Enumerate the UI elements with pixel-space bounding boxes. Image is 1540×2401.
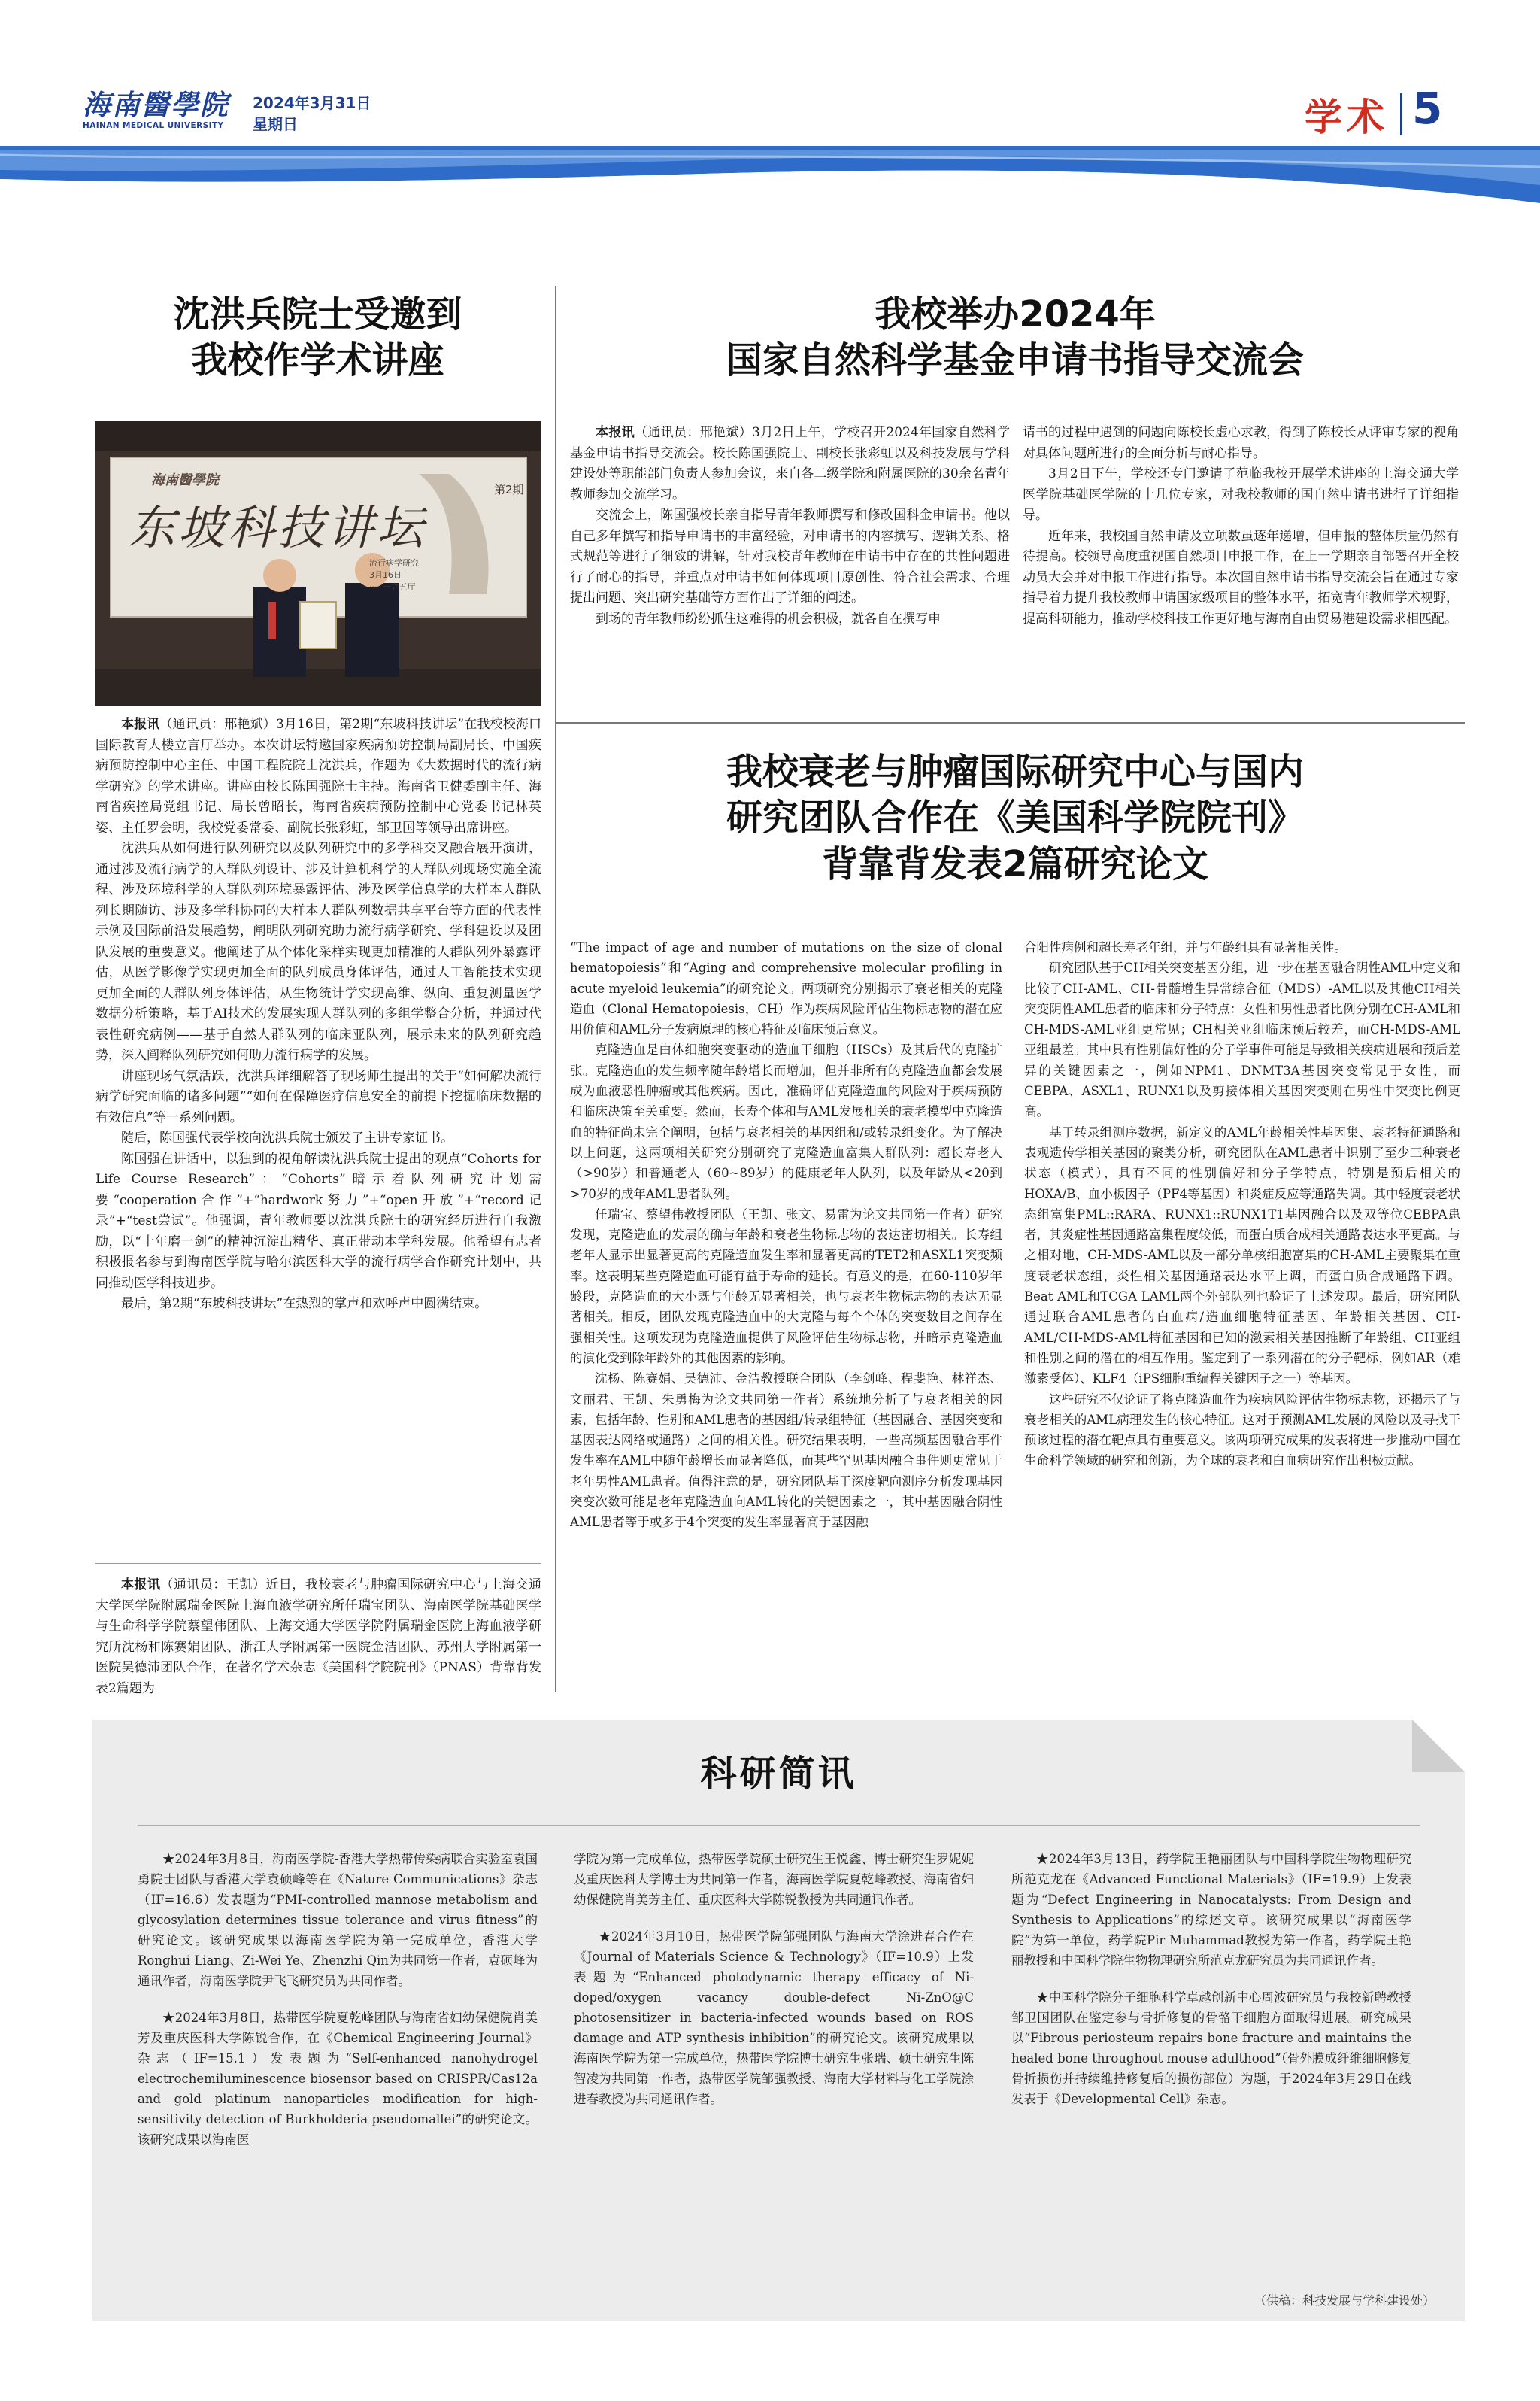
article2-title — [579, 292, 1451, 384]
article2-paragraph: 交流会上，陈国强校长亲自指导青年教师撰写和修改国科金申请书。他以自己多年撰写和指导申请书的丰富经验，对申请书的内容撰写、逻辑关系、格式规范等进行了细致的讲解，针对我校青年教师在申请书中存在的共性问题进行了耐心的指导，并重点对申请书如何体现项目原创性、符合社会需求、合理提出问题、突出研究基础等方面作出了详细的阐述。 — [570, 508, 1010, 606]
article3-title-line1: 我校衰老与肿瘤国际研究中心与国内 — [726, 751, 1304, 793]
photo-banner-date: 3月16日 — [369, 570, 402, 580]
photo-scene — [95, 421, 541, 706]
article2-paragraph: 到场的青年教师纷纷抓住这难得的机会积极，就各自在撰写申 — [596, 611, 941, 627]
article3-paragraph: 任瑞宝、蔡望伟教授团队（王凯、张文、易雷为论文共同第一作者）研究发现，克隆造血的发展的确与年龄和衰老生物标志物的表达密切相关。长寿组老年人显示出显著更高的克隆造血发生率和显著更高的TET2和ASXL1突变频率。这表明某些克隆造血可能有益于寿命的延长。有意义的是，在60-110岁年龄段，克隆造血的大小既与年龄无显著相关，也与衰老生物标志物的表达无显著相关。相反，团队发现克隆造血中的大克隆与每个个体的突变数目之间存在强相关性。这项发现为克隆造血提供了风险评估生物标志物，并暗示克隆造血的演化受到除年龄外的其他因素的影响。 — [570, 1207, 1002, 1365]
issue-weekday: 星期日 — [253, 115, 298, 133]
logo-english: HAINAN MEDICAL UNIVERSITY — [83, 121, 224, 130]
article2-paragraph: 近年来，我校国自然申请及立项数虽逐年递增，但申报的整体质量仍然有待提高。校领导高度重视国自然项目申报工作，在上一学期亲自部署召开全校动员大会并对申报工作进行指导。本次国自然申请书指导交流会旨在通过专家指导着力提升我校教师申请国家级项目的整体水平，拓宽青年教师学术视野，提高科研能力，推动学校科技工作更好地与海南自由贸易港建设需求相匹配。 — [1023, 528, 1459, 627]
page-number: 5 — [1412, 83, 1443, 134]
brief-item: ★2024年3月8日，热带医学院夏乾峰团队与海南省妇幼保健院肖美芳及重庆医科大学陈锐合作，在《Chemical Engineering Journal》杂志（IF=15.1）发表题为“Self-enhanced nanohydrogel electrochemiluminescence biosensor based on CRISPR/Cas12a and gold platinum nanoparticles modification for high-sensitivity detection of Burkholderia pseudomallei”的研究论文。该研究成果以海南医 — [138, 2011, 538, 2147]
brief-item: ★中国科学院分子细胞科学卓越创新中心周波研究员与我校新聘教授邹卫国团队在鉴定参与骨折修复的骨骼干细胞方面取得进展。研究成果以“Fibrous periosteum repairs bone fracture and maintains the healed bone throughout mouse adulthood”（骨外膜成纤维细胞修复骨折损伤并持续维持修复后的损伤部位）为题，于2024年3月29日在线发表于《Developmental Cell》杂志。 — [1011, 1990, 1411, 2106]
article1-photo — [95, 421, 541, 706]
article1-title-line2: 我校作学术讲座 — [191, 339, 444, 382]
article3-paragraph: 研究团队基于CH相关突变基因分组，进一步在基因融合阴性AML中定义和比较了CH-AML、CH-骨髓增生异常综合征（MDS）-AML以及其他CH相关突变阴性AML患者的临床和分子特点：女性和男性患者比例分别在CH-AML和CH-MDS-AML亚组更常见；CH相关亚组临床预后较差，而CH-MDS-AML亚组最差。其中具有性别偏好性的分子学事件可能是导致相关疾病进展和预后差异的关键因素之一，例如NPM1、DNMT3A基因突变常见于女性，而CEBPA、ASXL1、RUNX1以及剪接体相关基因突变则在男性中突变比例更高。 — [1024, 961, 1460, 1119]
article1-paragraph: 本报讯（通讯员：邢艳斌）3月16日，第2期“东坡科技讲坛”在我校校海口国际教育大楼立言厅举办。本次讲坛特邀国家疾病预防控制局副局长、中国疾病预防控制中心主任、中国工程院院士沈洪兵，作题为《大数据时代的流行病学研究》的学术讲座。讲座由校长陈国强院士主持。海南省卫健委副主任、海南省疾控局党组书记、局长曾昭长，海南省疾病预防控制中心党委书记林英姿、主任罗会明，我校党委常委、副院长张彩虹，邹卫国等领导出席讲座。 — [95, 717, 542, 836]
research-brief-col1 — [138, 1849, 538, 2166]
photo-banner-title: 东坡科技讲坛 — [129, 500, 427, 555]
article3-paragraph: 沈杨、陈赛娟、吴德沛、金洁教授联合团队（李剑峰、程斐艳、林祥杰、文丽君、王凯、朱勇梅为论文共同第一作者）系统地分析了与衰老相关的因素，包括年龄、性别和AML患者的基因组/转录组特征（基因融合、基因突变和基因表达网络或通路）之间的相关性。研究结果表明，一些高频基因融合事件发生率在AML中随年龄增长而显著降低，而某些罕见基因融合事件则更常见于老年男性AML患者。值得注意的是，研究团队基于深度靶向测序分析发现基因突变次数可能是老年克隆造血向AML转化的关键因素之一，其中基因融合阴性AML患者等于或多于4个突变的发生率显著高于基因融 — [570, 1371, 1002, 1530]
article1-paragraph: 陈国强在讲话中，以独到的视角解读沈洪兵院士提出的观点“Cohorts for Life Course Research”：“Cohorts”暗示着队列研究计划需要“cooperation合作”+“hardwork努力”+“open开放”+“record记录”+“test尝试”。他强调，青年教师要以沈洪兵院士的研究经历进行自我激励，以“十年磨一剑”的精神沉淀出精华、真正带动本学科发展。他希望有志者积极报名参与到海南医学院与哈尔滨医科大学的流行病学合作研究计划中，共同推动医学科技进步。 — [95, 1151, 541, 1291]
research-brief-col2 — [574, 1849, 974, 2126]
article1-paragraph: 随后，陈国强代表学校向沈洪兵院士颁发了主讲专家证书。 — [121, 1131, 453, 1146]
article3-intro — [95, 1575, 541, 1699]
article3-col2 — [1024, 937, 1460, 1471]
article2-title-line1: 我校举办2024年 — [875, 293, 1156, 335]
masthead — [0, 0, 1540, 211]
article1-paragraph: 讲座现场气氛活跃，沈洪兵详细解答了现场师生提出的关于“如何解决流行病学研究面临的诸多问题”“如何在保障医疗信息安全的前提下挖掘临床数据的有效信息”等一系列问题。 — [95, 1068, 541, 1125]
article2-col1 — [570, 423, 1010, 630]
photo-banner-sub: 流行病学研究 — [369, 558, 419, 568]
masthead-logo — [83, 89, 244, 135]
brief-item: 学院为第一完成单位，热带医学院硕士研究生王悦鑫、博士研究生罗妮妮及重庆医科大学博士为共同第一作者，海南医学院夏乾峰教授、海南省妇幼保健院肖美芳主任、重庆医科大学陈锐教授为共同通讯作者。 — [574, 1852, 974, 1907]
article1-body — [95, 715, 541, 1315]
section-label: 学术 — [1305, 96, 1389, 139]
photo-banner-logo: 海南醫學院 — [151, 472, 219, 488]
research-brief-title-rule — [138, 1825, 1420, 1826]
article1-title — [86, 292, 549, 384]
article2-bottom-rule — [556, 722, 1465, 724]
research-brief-title: 科研简讯 — [700, 1753, 857, 1795]
article1-bottom-rule — [95, 1563, 541, 1564]
article3-paragraph: “The impact of age and number of mutations on the size of clonal hematopoiesis”和“Aging and comprehensive molecular profiling in acute myeloid leukemia”的研究论文。两项研究分别揭示了衰老相关的克隆造血（Clonal Hematopoiesis，CH）作为疾病风险评估生物标志物的潜在应用价值和AML分子发病原理的核心特征及临床预后意义。 — [570, 940, 1002, 1037]
section-divider — [1400, 93, 1402, 135]
article1-title-line1: 沈洪兵院士受邀到 — [173, 293, 462, 335]
article3-paragraph: 这些研究不仅论证了将克隆造血作为疾病风险评估生物标志物，还揭示了与衰老相关的AML病理发生的核心特征。这对于预测AML发展的风险以及寻找干预该过程的潜在靶点具有重要意义。该两项研究成果的发表将进一步推动中国在生命科学领域的研究和创新，为全球的衰老和白血病研究作出积极贡献。 — [1024, 1392, 1460, 1468]
article1-paragraph: 沈洪兵从如何进行队列研究以及队列研究中的多学科交叉融合展开演讲，通过涉及流行病学的人群队列设计、涉及计算机科学的人群队列现场实施全流程、涉及环境科学的人群队列环境暴露评估、涉及医学信息学的大样本人群队列长期随访、涉及多学科协同的大样本人群队列数据共享平台等方面的代表性示例及国际前沿发展趋势，阐明队列研究助力流行病学研究、学科建设以及团队发展的重要意义。他阐述了从个体化采样实现更加精准的人群队列外暴露评估，从医学影像学实现更加全面的队列成员身体评估，通过人工智能技术实现更加全面的人群队列身体评估，从生物统计学实现高维、纵向、重复测量医学数据分析策略，基于AI技术的发展实现人群队列的多组学整合分析，并通过代表性研究病例——基于自然人群队列的临床亚队列，展示未来的队列研究趋势，深入阐释队列研究如何助力流行病学的发展。 — [95, 841, 541, 1063]
article2-paragraph: 本报讯（通讯员：邢艳斌）3月2日上午，学校召开2024年国家自然科学基金申请书指导交流会。校长陈国强院士、副校长张彩虹以及科技发展与学科建设处等职能部门负责人参加会议，来自各二级学院和附属医院的30余名青年教师参加交流学习。 — [570, 425, 1010, 502]
article3-intro-paragraph: 本报讯（通讯员：王凯）近日，我校衰老与肿瘤国际研究中心与上海交通大学医学院附属瑞金医院上海血液学研究所任瑞宝团队、海南医学院基础医学与生命科学学院蔡望伟团队、上海交通大学医学院附属瑞金医院上海血液学研究所沈杨和陈赛娟团队、浙江大学附属第一医院金洁团队、苏州大学附属第一医院吴德沛团队合作，在著名学术杂志《美国科学院院刊》（PNAS）背靠背发表2篇题为 — [95, 1577, 542, 1696]
article3-paragraph: 克隆造血是由体细胞突变驱动的造血干细胞（HSCs）及其后代的克隆扩张。克隆造血的发生频率随年龄增长而增加，但并非所有的克隆造血都会发展成为血液恶性肿瘤或其他疾病。因此，准确评估克隆造血的风险对于疾病预防和临床决策至关重要。然而，长寿个体和与AML发展相关的衰老模型中克隆造血的特征尚未完全阐明，包括与衰老相关的基因组和/或转录组变化。为了解决以上问题，这两项相关研究分别研究了克隆造血富集人群队列：超长寿老人（>90岁）和普通老人（60~89岁）的健康老年人队列，以及年龄从<20到>70岁的成年AML患者队列。 — [570, 1043, 1002, 1201]
photo-banner-place: ···· 一立五厅 — [369, 582, 416, 592]
issue-date: 2024年3月31日 — [253, 94, 371, 112]
research-brief-source: （供稿：科技发展与学科建设处） — [1254, 2293, 1435, 2308]
article2-paragraph: 3月2日下午，学校还专门邀请了范临我校开展学术讲座的上海交通大学医学院基础医学院的十几位专家，对我校教师的国自然申请书进行了详细指导。 — [1023, 466, 1459, 523]
column-divider — [555, 286, 556, 1692]
photo-banner-issue: 第2期 — [494, 483, 524, 496]
article1-paragraph: 最后，第2期“东坡科技讲坛”在热烈的掌声和欢呼声中圆满结束。 — [121, 1296, 488, 1311]
research-brief-col3 — [1011, 1849, 1411, 2126]
article3-title — [579, 749, 1451, 888]
article3-title-line3: 背靠背发表2篇研究论文 — [822, 842, 1208, 885]
brief-item: ★2024年3月8日，海南医学院-香港大学热带传染病联合实验室袁国勇院士团队与香港大学袁硕峰等在《Nature Communications》杂志（IF=16.6）发表题为“PMI-controlled mannose metabolism and glycosylation determines tissue tolerance and virus fitness”的研究论文。该研究成果以海南医学院为第一完成单位，香港大学Ronghui Liang、Zi-Wei Ye、Zhenzhi Qin为共同第一作者，袁硕峰为通讯作者，海南医学院尹飞飞研究员为共同作者。 — [138, 1852, 538, 1988]
brief-item: ★2024年3月10日，热带医学院邹强团队与海南大学涂进春合作在《Journal of Materials Science & Technology》（IF=10.9）上发表题为“Enhanced photodynamic therapy efficacy of Ni-doped/oxygen vacancy double-defect Ni-ZnO@C photosensitizer in bacteria-infected wounds based on ROS damage and ATP synthesis inhibition”的研究论文。该研究成果以海南医学院为第一完成单位，热带医学院博士研究生张瑞、硕士研究生陈智凌为共同第一作者，热带医学院邹强教授、海南大学材料与化工学院涂进春教授为共同通讯作者。 — [574, 1929, 974, 2106]
article2-col2 — [1023, 423, 1459, 630]
article2-paragraph: 请书的过程中遇到的问题向陈校长虚心求教，得到了陈校长从评审专家的视角对具体问题所进行的全面分析与耐心指导。 — [1023, 425, 1459, 461]
logo-chinese: 海南醫學院 — [83, 88, 229, 121]
article3-title-line2: 研究团队合作在《美国科学院院刊》 — [726, 797, 1304, 839]
article3-paragraph: 基于转录组测序数据，新定义的AML年龄相关性基因集、衰老特征通路和表观遗传学相关基因的聚类分析，研究团队在AML患者中识别了至少三种衰老状态（模式），具有不同的性别偏好和分子学特点，特别是预后相关的HOXA/B、血小板因子（PF4等基因）和炎症反应等通路失调。其中轻度衰老状态组富集PML::RARA、RUNX1::RUNX1T1基因融合以及双等位CEBPA患者，其炎症性基因通路富集程度较低，而蛋白质合成相关通路表达水平更高。与之相对地，CH-MDS-AML以及一部分单核细胞富集的CH-AML主要聚集在重度衰老状态组，炎性相关基因通路表达水平上调，而蛋白质合成通路下调。Beat AML和TCGA LAML两个外部队列也验证了上述发现。最后，研究团队通过联合AML患者的白血病/造血细胞特征基因、年龄相关基因、CH-AML/CH-MDS-AML特征基因和已知的激素相关基因推断了年龄组、CH亚组和性别之间的潜在的相互作用。鉴定到了一系列潜在的分子靶标，例如AR（雄激素受体）、KLF4（iPS细胞重编程关键因子之一）等基因。 — [1024, 1125, 1460, 1386]
article3-col1 — [570, 937, 1002, 1533]
masthead-wave — [0, 140, 1540, 208]
article2-title-line2: 国家自然科学基金申请书指导交流会 — [726, 339, 1304, 382]
brief-item: ★2024年3月13日，药学院王艳丽团队与中国科学院生物物理研究所范克龙在《Advanced Functional Materials》（IF=19.9）上发表题为“Defect Engineering in Nanocatalysts: From Design and Synthesis to Applications”的综述文章。该研究成果以“海南医学院”为第一单位，药学院Pir Muhammad教授为第一作者，药学院王艳丽教授和中国科学院生物物理研究所范克龙研究员为共同通讯作者。 — [1011, 1852, 1411, 1968]
article3-paragraph: 合阳性病例和超长寿老年组，并与年龄组具有显著相关性。 — [1024, 940, 1347, 955]
research-brief-box — [92, 1720, 1465, 2321]
